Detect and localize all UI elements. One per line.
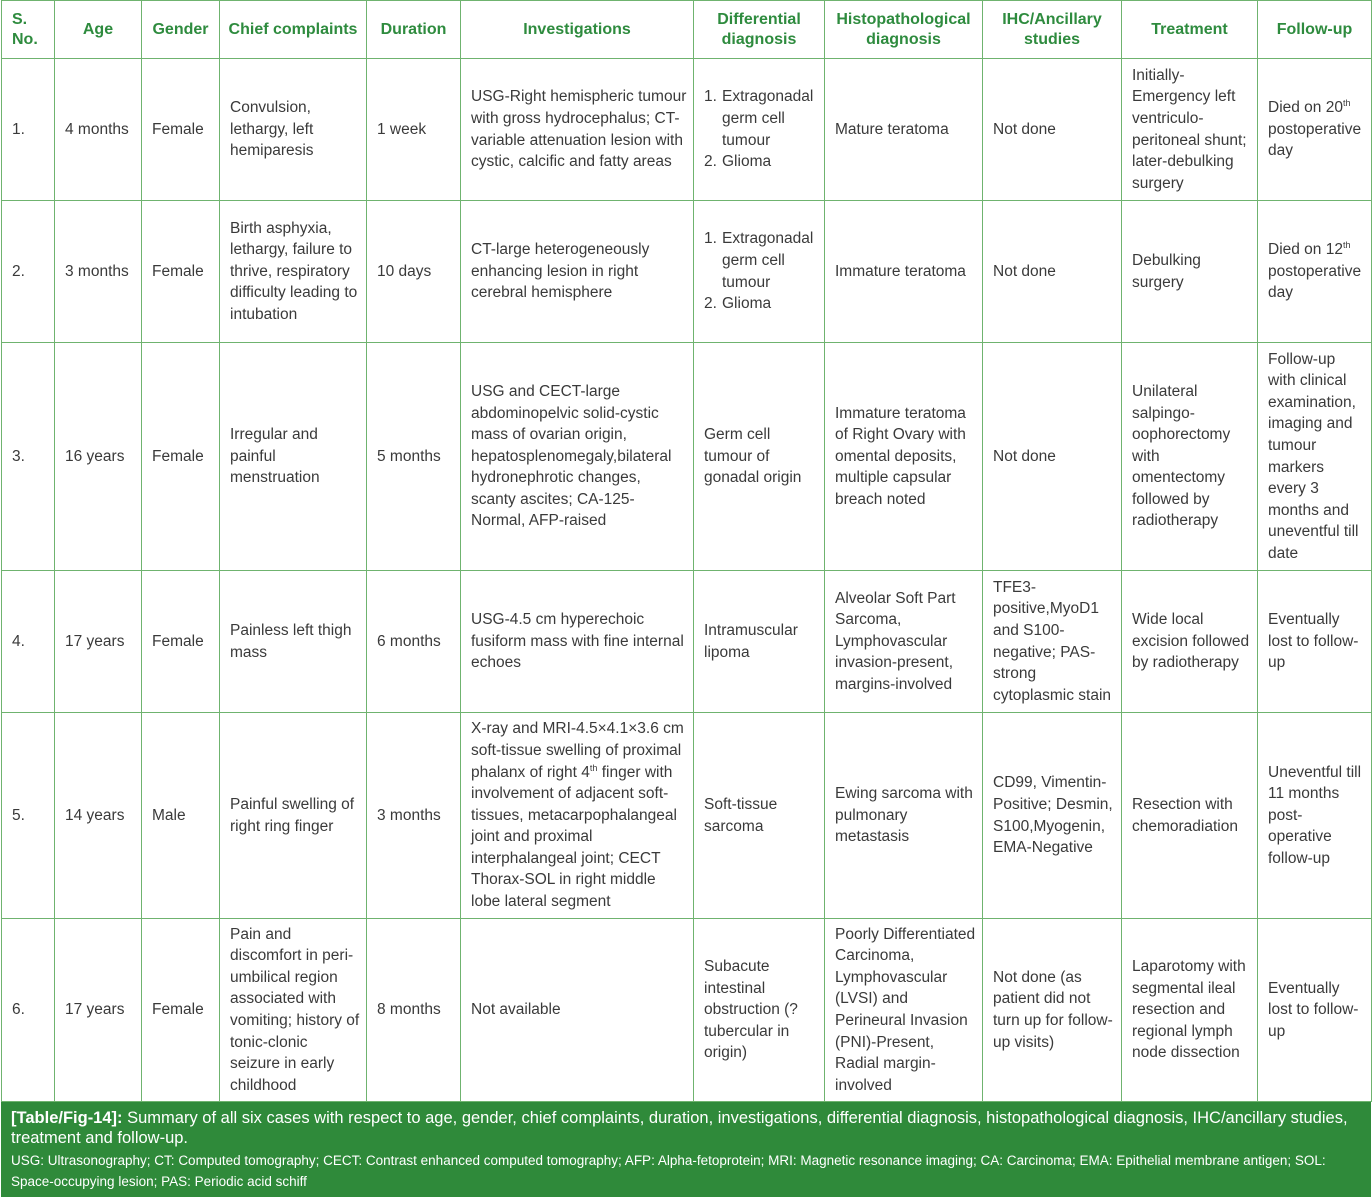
cell-differential-diagnosis: Subacute intestinal obstruction (?tubercular in origin) <box>694 919 825 1102</box>
cell-ihc: Not done <box>983 201 1122 343</box>
cell-duration: 8 months <box>367 919 461 1102</box>
cell-follow-up <box>1258 59 1372 201</box>
ordinal-suffix: th <box>589 762 598 773</box>
differential-item: Extragonadal germ cell tumour <box>722 230 814 291</box>
cell-treatment: Wide local excision followed by radiotherapy <box>1122 571 1258 713</box>
cell-investigations <box>461 713 694 919</box>
cell-duration: 3 months <box>367 713 461 919</box>
header-age: Age <box>55 1 142 59</box>
header-follow-up: Follow-up <box>1258 1 1372 59</box>
cell-sno: 6. <box>2 919 55 1102</box>
cell-histopathological-diagnosis: Immature teratoma of Right Ovary with omental deposits, multiple capsular breach noted <box>825 343 983 571</box>
cell-differential-diagnosis: Intramuscular lipoma <box>694 571 825 713</box>
table-figure <box>1 0 1371 1197</box>
cell-sno: 1. <box>2 59 55 201</box>
header-ihc-ancillary: IHC/Ancillary studies <box>983 1 1122 59</box>
cell-gender: Female <box>142 343 220 571</box>
case-summary-table <box>1 0 1372 1102</box>
cell-follow-up: Eventually lost to follow-up <box>1258 919 1372 1102</box>
cell-chief-complaints: Painful swelling of right ring finger <box>220 713 367 919</box>
cell-follow-up: Uneventful till 11 months post-operative follow-up <box>1258 713 1372 919</box>
cell-histopathological-diagnosis: Alveolar Soft Part Sarcoma, Lymphovascular invasion-present, margins-involved <box>825 571 983 713</box>
caption-abbreviations: USG: Ultrasonography; CT: Computed tomography; CECT: Contrast enhanced computed tomography; AFP: Alpha-fetoprotein; MRI: Magnetic resonance imaging; CA: Carcinoma; EMA: Epithelial membrane antigen; SOL: Space-occupying lesion; PAS: Periodic acid schiff <box>11 1153 1326 1189</box>
header-treatment: Treatment <box>1122 1 1258 59</box>
cell-age: 3 months <box>55 201 142 343</box>
cell-histopathological-diagnosis: Mature teratoma <box>825 59 983 201</box>
cell-gender: Female <box>142 571 220 713</box>
cell-duration: 10 days <box>367 201 461 343</box>
investigations-text: finger with involvement of adjacent soft-tissues, metacarpophalangeal joint and proximal interphalangeal joint; CECT Thorax-SOL in right middle lobe lateral segment <box>471 763 677 911</box>
cell-age: 4 months <box>55 59 142 201</box>
investigations-text: X-ray and MRI-4.5×4.1×3.6 cm soft-tissue swelling of proximal phalanx of right 4 <box>471 720 684 781</box>
cell-ihc: TFE3-positive,MyoD1 and S100-negative; PAS-strong cytoplasmic stain <box>983 571 1122 713</box>
cell-treatment: Initially-Emergency left ventriculo-peritoneal shunt; later-debulking surgery <box>1122 59 1258 201</box>
table-row <box>2 59 1372 201</box>
cell-sno: 2. <box>2 201 55 343</box>
ordinal-suffix: th <box>1342 97 1351 108</box>
cell-treatment: Debulking surgery <box>1122 201 1258 343</box>
cell-duration: 5 months <box>367 343 461 571</box>
header-duration: Duration <box>367 1 461 59</box>
differential-list <box>704 86 818 172</box>
ordinal-suffix: th <box>1342 239 1351 250</box>
cell-differential-diagnosis: Germ cell tumour of gonadal origin <box>694 343 825 571</box>
header-investigations: Investigations <box>461 1 694 59</box>
cell-treatment: Laparotomy with segmental ileal resection and regional lymph node dissection <box>1122 919 1258 1102</box>
cell-ihc: Not done (as patient did not turn up for follow-up visits) <box>983 919 1122 1102</box>
caption-text: Summary of all six cases with respect to age, gender, chief complaints, duration, investigations, differential diagnosis, histopathological diagnosis, IHC/ancillary studies, treatment and follow-up. <box>11 1109 1348 1147</box>
cell-chief-complaints: Painless left thigh mass <box>220 571 367 713</box>
cell-investigations: USG and CECT-large abdominopelvic solid-cystic mass of ovarian origin, hepatosplenomegaly,bilateral hydronephrotic changes, scanty ascites; CA-125-Normal, AFP-raised <box>461 343 694 571</box>
cell-ihc: Not done <box>983 343 1122 571</box>
cell-chief-complaints: Convulsion, lethargy, left hemiparesis <box>220 59 367 201</box>
header-chief-complaints: Chief complaints <box>220 1 367 59</box>
cell-chief-complaints: Pain and discomfort in peri-umbilical region associated with vomiting; history of tonic-clonic seizure in early childhood <box>220 919 367 1102</box>
cell-investigations: USG-4.5 cm hyperechoic fusiform mass with fine internal echoes <box>461 571 694 713</box>
cell-follow-up: Eventually lost to follow-up <box>1258 571 1372 713</box>
header-gender: Gender <box>142 1 220 59</box>
cell-investigations: CT-large heterogeneously enhancing lesion in right cerebral hemisphere <box>461 201 694 343</box>
follow-up-text: postoperative day <box>1268 262 1362 302</box>
cell-age: 14 years <box>55 713 142 919</box>
table-row <box>2 343 1372 571</box>
cell-sno: 5. <box>2 713 55 919</box>
cell-age: 17 years <box>55 919 142 1102</box>
header-histopathological-diagnosis: Histopathological diagnosis <box>825 1 983 59</box>
cell-treatment: Unilateral salpingo-oophorectomy with omentectomy followed by radiotherapy <box>1122 343 1258 571</box>
cell-gender: Female <box>142 919 220 1102</box>
cell-gender: Female <box>142 201 220 343</box>
cell-investigations: USG-Right hemispheric tumour with gross hydrocephalus; CT-variable attenuation lesion with cystic, calcific and fatty areas <box>461 59 694 201</box>
differential-item: Extragonadal germ cell tumour <box>722 88 814 149</box>
table-row <box>2 201 1372 343</box>
cell-chief-complaints: Irregular and painful menstruation <box>220 343 367 571</box>
cell-investigations: Not available <box>461 919 694 1102</box>
cell-age: 17 years <box>55 571 142 713</box>
cell-gender: Female <box>142 59 220 201</box>
cell-differential-diagnosis <box>694 59 825 201</box>
table-caption <box>1 1102 1371 1197</box>
follow-up-text: Died on 12 <box>1268 241 1343 259</box>
caption-main <box>11 1108 1361 1148</box>
cell-follow-up <box>1258 201 1372 343</box>
header-row <box>2 1 1372 59</box>
cell-gender: Male <box>142 713 220 919</box>
cell-sno: 4. <box>2 571 55 713</box>
cell-histopathological-diagnosis: Poorly Differentiated Carcinoma, Lymphovascular (LVSI) and Perineural Invasion (PNI)-Present, Radial margin-involved <box>825 919 983 1102</box>
differential-list <box>704 228 818 314</box>
cell-chief-complaints: Birth asphyxia, lethargy, failure to thrive, respiratory difficulty leading to intubation <box>220 201 367 343</box>
follow-up-text: Died on 20 <box>1268 99 1343 117</box>
cell-histopathological-diagnosis: Immature teratoma <box>825 201 983 343</box>
header-differential-diagnosis: Differential diagnosis <box>694 1 825 59</box>
table-row <box>2 713 1372 919</box>
caption-label: [Table/Fig-14]: <box>11 1109 123 1127</box>
cell-age: 16 years <box>55 343 142 571</box>
follow-up-text: postoperative day <box>1268 120 1362 160</box>
table-row <box>2 571 1372 713</box>
cell-differential-diagnosis: Soft-tissue sarcoma <box>694 713 825 919</box>
cell-duration: 6 months <box>367 571 461 713</box>
cell-duration: 1 week <box>367 59 461 201</box>
differential-item: Glioma <box>722 295 772 313</box>
cell-ihc: CD99, Vimentin-Positive; Desmin, S100,Myogenin, EMA-Negative <box>983 713 1122 919</box>
header-sno: S. No. <box>2 1 55 59</box>
table-row <box>2 919 1372 1102</box>
cell-differential-diagnosis <box>694 201 825 343</box>
cell-follow-up: Follow-up with clinical examination, imaging and tumour markers every 3 months and uneventful till date <box>1258 343 1372 571</box>
cell-treatment: Resection with chemoradiation <box>1122 713 1258 919</box>
cell-sno: 3. <box>2 343 55 571</box>
cell-histopathological-diagnosis: Ewing sarcoma with pulmonary metastasis <box>825 713 983 919</box>
differential-item: Glioma <box>722 153 772 171</box>
cell-ihc: Not done <box>983 59 1122 201</box>
